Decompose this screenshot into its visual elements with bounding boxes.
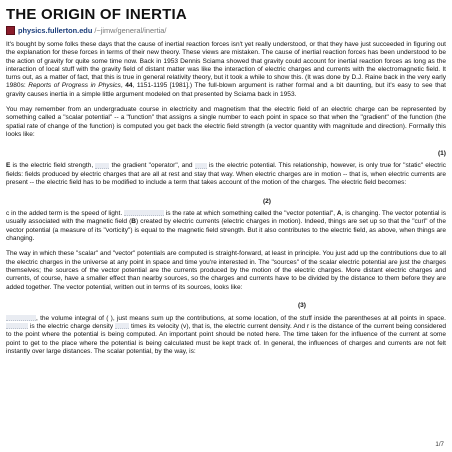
source-line xyxy=(6,26,446,35)
journal-name: Reports of Progress in Physics xyxy=(28,82,121,90)
symbol-E: E xyxy=(6,162,11,170)
source-domain-link[interactable]: physics.fullerton.edu xyxy=(18,26,93,35)
journal-volume: 44 xyxy=(125,82,133,90)
equation-1 xyxy=(6,146,446,160)
paragraph-electric-field: E is the electric field strength, the gradient "operator", and is the electric potential. This relationship, however, is only true for "static" electric fields: fields produced by electric charges that are all at rest and stay that way. When electric charges are in motion -- that is, when electric currents are present -- the electric field has to be modified to include a term that takes account of the motion of the charges. The electric field becomes: xyxy=(6,162,446,186)
source-path: /~jimw/general/inertia/ xyxy=(94,26,167,35)
formula-image-phi xyxy=(195,163,207,169)
equation-number: (2) xyxy=(262,197,271,205)
formula-image-rho-v xyxy=(6,323,28,329)
equation-number: (1) xyxy=(437,149,446,157)
site-favicon-icon xyxy=(6,26,15,35)
paragraph-vector-potential: c in the added term is the speed of light. is the rate at which something called the "vector potential", A, is changing. The vector potential is usually associated with the magnetic field (B) created by electric currents (electric charges in motion). Indeed, things are set up so that the "curl" of the vector potential (a measure of its "vorticity") is equal to the magnetic field strength. But it also contributes to the electric field, as above, when things are changing. xyxy=(6,210,446,243)
paragraph-integral: , the volume integral of ( ), just means sum up the contributions, at some location, of the stuff inside the parentheses at all points in space. is the electric charge density times its velocity (v), that is, the electric current density. And r is the distance of the current being considered to the point where the potential is being computed. An important point should be noted here. The time taken for the influence of the current at some point to get to the place where the potential is being calculated must be kept track of. In general, the influences of charges and currents are not felt instantly over large distances. The scalar potential, by the way, is: xyxy=(6,314,446,356)
equation-2 xyxy=(6,194,446,208)
page-number: 1/7 xyxy=(435,441,444,448)
symbol-A: A xyxy=(336,210,342,218)
page-title: THE ORIGIN OF INERTIA xyxy=(6,6,187,23)
equation-number: (3) xyxy=(297,302,306,310)
formula-image-nabla xyxy=(95,163,109,169)
symbol-B: B xyxy=(131,218,136,226)
formula-image-rho xyxy=(115,323,129,329)
paragraph-intro: It's bought by some folks these days that the cause of inertial reaction forces isn't yet really understood, or that they have just succeeded in figuring out the explanation for these forces in terms of their new theory. These views are mistaken. The cause of inertial reaction forces has been understood to be the action of gravity for quite some time now. Back in 1953 Dennis Sciama showed that gravity could account for inertial reaction forces as long as the interaction of local stuff with the gravity field of distant matter was like the interaction of electric charges and currents with the electromagnetic field. It turns out, as a matter of fact, that this is true in general relativity theory, but it took a while to show this. (It was done by D.J. Raine back in the very early 1980s: Reports of Progress in Physics, 44, 1151-1195 [1981].) The full-blown argument is rather formal and a bit daunting, but it's easy to see that gravity causes inertia in a simple little argument modeled on that presented by Sciama back in 1953. xyxy=(6,41,446,98)
formula-image-dA-dt xyxy=(124,210,164,216)
equation-3 xyxy=(6,299,446,313)
paragraph-scalar-potential: You may remember from an undergraduate course in electricity and magnetism that the electric field of an electric charge can be represented by something called a "scalar potential" -- a "function" that assigns a single number to each point in space so that when the "gradient" of the function (the spatial rate of change of the function) is computed you get back the electric field strength (a vector quantity with magnitude and direction). Formally this looks like: xyxy=(6,106,446,138)
paragraph-sources: The way in which these "scalar" and "vector" potentials are computed is straight-forward, at least in principle. You just add up the contributions due to all the electric charges in the universe at any point in space and time you're interested in. The "sources" of the scalar electric potential are just the charges themselves; the sources of the vector potential are the currents produced by the motion of the electric charges. More distant electric charges and currents, of course, have a smaller effect than nearby sources, so the charges and currents have to be divided by the distance to them before they are added together. The vector potential, written out in terms of its sources, looks like: xyxy=(6,250,446,291)
formula-image-integral xyxy=(6,315,36,321)
